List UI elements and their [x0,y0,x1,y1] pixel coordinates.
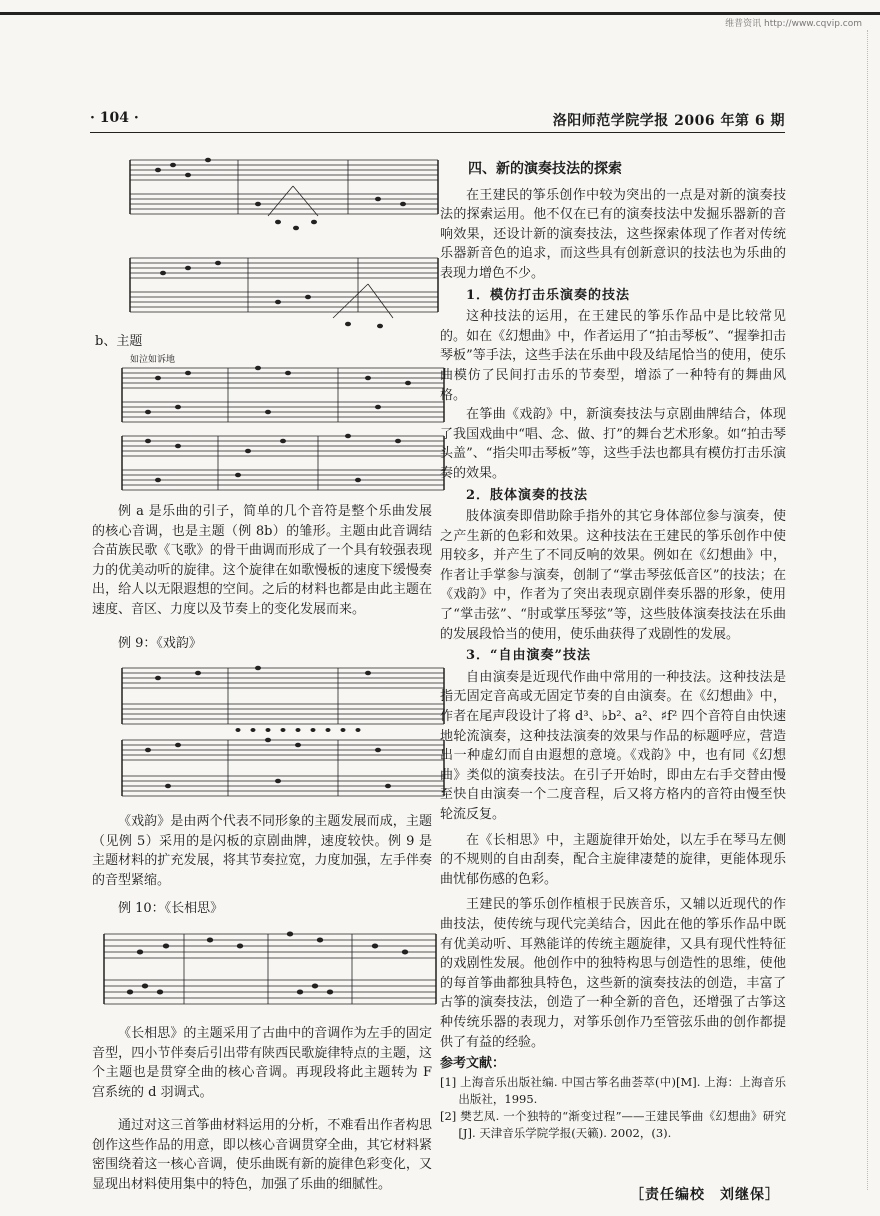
journal-title: 洛阳师范学院学报 2006 年第 6 期 [552,113,785,129]
top-rule [0,12,880,15]
left-para-4: 通过对这三首筝曲材料运用的分析，不难看出作者构思创作这些作品的用意，即以核心音调贯穿全曲，其它材料紧密围绕着这一核心音调，使乐曲既有新的旋律色彩变化，又显现出材料使用集中的特色，加强了乐曲的细腻性。 [92,1118,432,1192]
right-para-2: 这种技法的运用，在王建民的筝乐作品中是比较常见的。如在《幻想曲》中，作者运用了“拍击琴板”、“握拳扣击琴板”等手法，这些手法在乐曲中段及结尾恰当的使用，使乐曲模仿了民间打击乐的节奏型，增添了一种特有的舞曲风格。 [440,309,786,403]
watermark: 维普资讯 http://www.cqvip.com [725,19,862,29]
right-para-6: 在《长相思》中，主题旋律开始处，以左手在琴马左侧的不规则的自由刮奏，配合主旋律凄楚的旋律，更能体现乐曲忧郁伤感的色彩。 [440,832,786,887]
label-theme-b: b、主题 [95,334,143,349]
editor-credit: ［责任编校 刘继保］ [630,1187,780,1203]
left-para-1: 例 a 是乐曲的引子，简单的几个音符是整个乐曲发展的核心音调，也是主题（例 8b）的雏形。主题由此音调结合苗族民歌《飞歌》的骨干曲调而形成了一个具有较强表现力的优美动听的旋律。这个旋律在如歌慢板的速度下缓慢奏出，给人以无限遐想的空间。之后的材料也都是由此主题在速度、音区、力度以及节奏上的变化发展而来。 [92,504,432,617]
right-para-1: 在王建民的筝乐创作中较为突出的一点是对新的演奏技法的探索运用。他不仅在已有的演奏技法中发掘乐器新的音响效果，还设计新的演奏技法，这些探索体现了作者对传统乐器新音色的追求，而这些具有创新意识的技法也为乐曲的表现力增色不少。 [440,187,786,281]
right-para-4: 肢体演奏即借助除手指外的其它身体部位参与演奏，使之产生新的色彩和效果。这种技法在王建民的筝乐创作中使用较多，并产生了不同反响的效果。例如在《幻想曲》中，作者让手掌参与演奏，创制了“掌击琴弦低音区”的技法；在《戏韵》中，作者为了突出表现京剧伴奏乐器的形象，使用了“掌击弦”、“肘或掌压琴弦”等，这些肢体演奏技法在乐曲的发展段恰当的使用，使乐曲获得了戏剧性的发展。 [440,509,786,642]
scan-edge [867,30,876,1190]
score-example-a-1 [118,150,448,236]
score-example-b-2 [118,430,448,498]
reference-2: [2] 樊艺凤. 一个独特的“渐变过程”——王建民筝曲《幻想曲》研究[J]. 天津音乐学院学报(天籁). 2002，(3). [440,1108,786,1140]
references-list [440,1074,786,1142]
right-column [440,160,786,1142]
label-example-10: 例 10：《长相思》 [118,901,224,916]
subheading-1: 1．模仿打击乐演奏的技法 [466,287,631,303]
score-example-a-2 [118,248,448,334]
page-header [90,108,785,133]
reference-1: [1] 上海音乐出版社编. 中国古筝名曲荟萃(中)[M]. 上海：上海音乐出版社，1995. [440,1074,786,1106]
label-example-9: 例 9：《戏韵》 [118,636,202,651]
page-number: · 104 · [90,110,139,126]
left-para-3: 《长相思》的主题采用了古曲中的音调作为左手的固定音型，四小节伴奏后引出带有陕西民歌旋律特点的主题，这个主题也是贯穿全曲的核心音调。再现段将此主题转为 F 宫系统的 d 羽调式。 [92,1026,432,1100]
subheading-2: 2．肢体演奏的技法 [466,487,589,503]
score-example-10 [100,922,440,1018]
tempo-marking: 如泣如诉地 [130,355,176,365]
references-title: 参考文献： [440,1056,506,1072]
score-example-9-1 [118,660,448,734]
subheading-3: 3．“自由演奏”技法 [466,648,592,664]
right-para-5: 自由演奏是近现代作曲中常用的一种技法。这种技法是指无固定音高或无固定节奏的自由演奏。在《幻想曲》中，作者在尾声段设计了将 d³、♭b²、a²、♯f² 四个音符自由快速地轮流演奏，这种技法演奏的效果与作品的标题呼应，营造出一种虚幻而自由遐想的意境。《戏韵》中，也有同《幻想曲》类似的演奏技法。在引子开始时，即由左右手交替由慢至快自由演奏一个二度音程，后又将方格内的音符由慢至快轮流反复。 [440,669,786,822]
right-para-7: 王建民的筝乐创作植根于民族音乐，又辅以近现代的作曲技法，使传统与现代完美结合，因此在他的筝乐作品中既有优美动听、耳熟能详的传统主题旋律，又具有现代性特征的戏剧性发展。他创作中的独特构思与创造性的思维，使他的每首筝曲都独具特色，这些新的演奏技法的创造，丰富了古筝的演奏技法，创造了一种全新的音色，还增强了古筝这种传统乐器的表现力，对筝乐创作乃至管弦乐曲的创作都提供了有益的经验。 [440,897,786,1050]
score-example-b-1 [118,362,448,430]
left-para-2: 《戏韵》是由两个代表不同形象的主题发展而成，主题（见例 5）采用的是闪板的京剧曲牌，速度较快。例 9 是主题材料的扩充发展，将其节奏拉宽，力度加强，左手伴奏的音型紧缩。 [92,814,432,888]
right-para-3: 在筝曲《戏韵》中，新演奏技法与京剧曲牌结合，体现了我国戏曲中“唱、念、做、打”的舞台艺术形象。如“拍击琴头盖”、“指尖叩击琴板”等，这些手法也都具有模仿打击乐演奏的效果。 [440,407,786,481]
section-title: 四、新的演奏技法的探索 [468,161,622,177]
score-example-9-2 [118,734,448,804]
